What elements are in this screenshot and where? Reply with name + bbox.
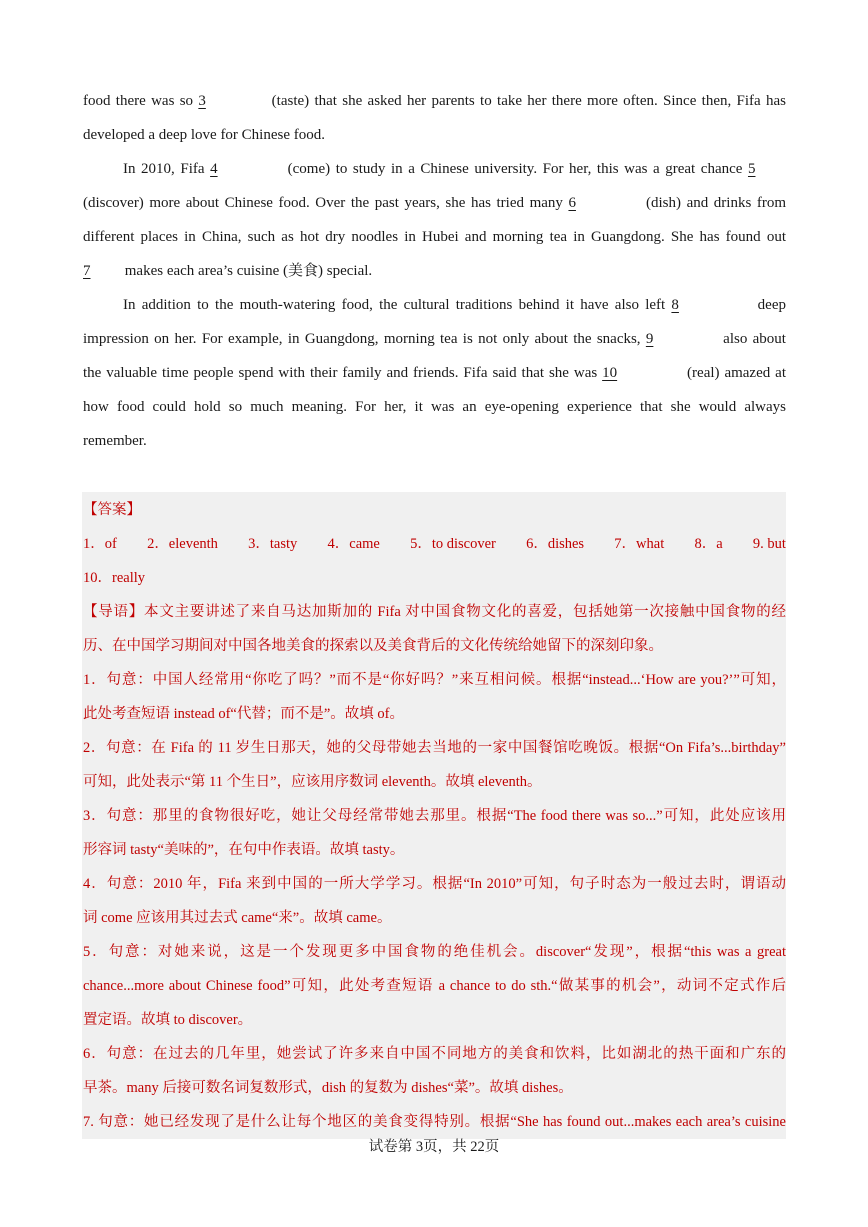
blank-8: 8 <box>671 297 679 313</box>
answer-item: 1．of <box>83 536 117 552</box>
passage-line: how food could hold so much meaning. For her, it was an eye-opening experience that she would always <box>83 399 786 415</box>
answer-item: 2．eleventh <box>147 536 218 552</box>
answer-item: 3．tasty <box>248 536 298 552</box>
passage-paragraph-1 <box>83 84 786 152</box>
explanation-line: 6．句意：在过去的几年里，她尝试了许多来自中国不同地方的美食和饮料，比如湖北的热干面和广东的 <box>83 1046 786 1062</box>
passage-line: food there was so 3 (taste) that she asked her parents to take her there more often. Since then, Fifa has <box>83 84 786 118</box>
answer-block <box>83 493 786 1139</box>
explanation-line: 3．句意：那里的食物很好吃，她让父母经常带她去那里。根据“The food there was so...”可知，此处应该用 <box>83 808 786 824</box>
blank-5: 5 <box>747 161 756 177</box>
passage-line: different places in China, such as hot dry noodles in Hubei and morning tea in Guangdong. She has found out <box>83 229 786 245</box>
answer-list <box>83 527 786 561</box>
blank-4: 4 <box>210 161 218 177</box>
answer-item: 8．a <box>694 536 723 552</box>
explanation-line: 此处考查短语 instead of“代替；而不是”。故填 of。 <box>83 706 404 722</box>
passage-line: remember. <box>83 433 147 449</box>
answer-item: 9. but <box>752 536 786 552</box>
blank-6: 6 <box>568 195 576 211</box>
blank-9: 9 <box>645 331 654 347</box>
blank-3: 3 <box>198 93 206 109</box>
explanation-line: 可知，此处表示“第 11 个生日”，应该用序数词 eleventh。故填 eleventh。 <box>83 774 542 790</box>
passage-line: impression on her. For example, in Guangdong, morning tea is not only about the snacks, 9 also about <box>83 322 786 356</box>
answer-item: 7．what <box>614 536 665 552</box>
passage-line: developed a deep love for Chinese food. <box>83 127 325 143</box>
explanation-line: 4．句意：2010 年，Fifa 来到中国的一所大学学习。根据“In 2010”可知，句子时态为一般过去时，谓语动 <box>83 876 786 892</box>
passage-paragraph-2 <box>83 152 786 288</box>
answer-item: 10．really <box>83 570 146 586</box>
blank-10: 10 <box>602 365 618 381</box>
explanation-line: chance...more about Chinese food”可知，此处考查短语 a chance to do sth.“做某事的机会”，动词不定式作后 <box>83 978 786 994</box>
answer-item: 6．dishes <box>526 536 585 552</box>
passage-line: In 2010, Fifa 4 (come) to study in a Chinese university. For her, this was a great chance 5 <box>83 152 786 186</box>
passage-line: the valuable time people spend with their family and friends. Fifa said that she was 10 (real) amazed at <box>83 356 786 390</box>
passage-line: (discover) more about Chinese food. Over the past years, she has tried many 6 (dish) and drinks from <box>83 186 786 220</box>
explanation-line: 2．句意：在 Fifa 的 11 岁生日那天，她的父母带她去当地的一家中国餐馆吃晚饭。根据“On Fifa’s...birthday” <box>83 740 786 756</box>
explanation-line: 形容词 tasty“美味的”，在句中作表语。故填 tasty。 <box>83 842 405 858</box>
passage-line: 7 makes each area’s cuisine (美食) special. <box>83 254 786 288</box>
explanation-line: 早茶。many 后接可数名词复数形式，dish 的复数为 dishes“菜”。故填 dishes。 <box>83 1080 573 1096</box>
guide-line: 【导语】本文主要讲述了来自马达加斯加的 Fifa 对中国食物文化的喜爱，包括她第一次接触中国食物的经 <box>83 604 786 620</box>
explanation-line: 置定语。故填 to discover。 <box>83 1012 253 1028</box>
passage-line: In addition to the mouth-watering food, the cultural traditions behind it have also left 8 deep <box>83 288 786 322</box>
explanation-line: 5．句意：对她来说，这是一个发现更多中国食物的绝佳机会。discover“发现”，根据“this was a great <box>83 944 786 960</box>
explanation-line: 1．句意：中国人经常用“你吃了吗？”而不是“你好吗？”来互相问候。根据“instead...‘How are you?’”可知， <box>83 672 786 688</box>
blank-7: 7 <box>83 263 91 279</box>
explanation-line: 7. 句意：她已经发现了是什么让每个地区的美食变得特别。根据“She has found out...makes each area’s cuisine <box>83 1114 786 1130</box>
answer-item: 5．to discover <box>410 536 496 552</box>
page-footer: 试卷第 3页，共 22页 <box>368 1139 500 1155</box>
passage-paragraph-3 <box>83 288 786 458</box>
guide-line: 历、在中国学习期间对中国各地美食的探索以及美食背后的文化传统给她留下的深刻印象。 <box>83 638 663 654</box>
answer-heading: 【答案】 <box>83 502 141 518</box>
answer-item: 4．came <box>327 536 380 552</box>
explanation-line: 词 come 应该用其过去式 came“来”。故填 came。 <box>83 910 392 926</box>
